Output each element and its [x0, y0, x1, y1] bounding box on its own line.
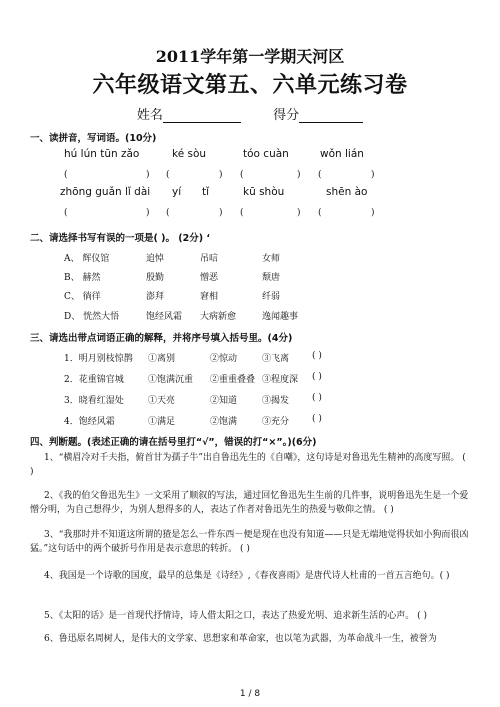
pinyin-4: wǒn lián	[320, 148, 364, 160]
option-b-word-4: 颓唐	[262, 273, 281, 283]
option-c-word-1: C、 徜徉	[64, 292, 101, 302]
answer-paren-close: )	[219, 170, 223, 180]
option-a-word-3: 吊唁	[200, 254, 219, 264]
option-c-word-4: 纤弱	[262, 292, 281, 302]
pinyin-8: kū shòu	[243, 186, 285, 198]
exam-title: 六年级语文第五、六单元练习卷	[92, 72, 408, 98]
score-blank[interactable]	[299, 110, 363, 123]
answer-paren-close: )	[219, 208, 223, 218]
answer-paren-close: )	[371, 170, 375, 180]
q3-4-choice-1: ①满足	[148, 417, 176, 427]
pinyin-6: yí	[172, 186, 182, 198]
option-d-word-2: 饱经风霜	[146, 312, 183, 322]
answer-paren-close: )	[297, 170, 301, 180]
option-c-word-2: 澎拜	[146, 292, 165, 302]
section-3-title: 三、请选出带点词语正确的解释，并将序号填入括号里。(4分)	[30, 333, 293, 344]
option-a-word-2: 追悼	[146, 254, 165, 264]
q3-2-choice-3: ③程度深	[262, 375, 299, 385]
answer-paren-open[interactable]: (	[240, 170, 244, 180]
judge-item-5: 5、《太阳的话》是一首现代抒情诗，诗人借太阳之口，表达了热爱光明、追求新生活的心声。 ( )	[44, 611, 427, 621]
judge-item-6: 6、鲁迅原名周树人，是伟大的文学家、思想家和革命家，也以笔为武器，为革命战斗一生，被誉为	[44, 634, 437, 644]
pinyin-5: zhōng guǎn lǐ dài	[60, 186, 151, 198]
option-b-word-2: 殷勤	[146, 273, 165, 283]
pinyin-1: hú lún tūn zǎo	[64, 148, 140, 160]
answer-paren-open[interactable]: (	[240, 208, 244, 218]
answer-paren-close: )	[371, 208, 375, 218]
score-label: 得分	[273, 108, 300, 123]
q3-2-answer-paren[interactable]: ( )	[312, 372, 322, 382]
answer-paren-open[interactable]: (	[166, 208, 170, 218]
answer-paren-close: )	[146, 170, 150, 180]
answer-paren-close: )	[297, 208, 301, 218]
q3-3-answer-paren[interactable]: ( )	[312, 393, 322, 403]
q3-4-choice-2: ②饱满	[210, 417, 238, 427]
q3-2-choice-1: ①饱满沉重	[148, 375, 194, 385]
option-c-word-3: 窘相	[200, 292, 219, 302]
q3-3-choice-1: ①天亮	[148, 396, 176, 406]
pinyin-2: ké sòu	[172, 148, 207, 160]
q3-3-choice-3: ③揭发	[262, 396, 290, 406]
judge-item-2: 2、《我的伯父鲁迅先生》一文采用了顺叙的写法，通过回忆鲁迅先生生前的几件事，说明鲁迅先生是一个爱憎分明，为自己想得少，为别人想得多的人，表达了作者对鲁迅先生的热爱与敬仰之情。 ( )	[30, 491, 469, 515]
option-d-word-4: 逸闻趣事	[262, 312, 299, 322]
q3-1-choice-3: ③飞离	[262, 354, 290, 364]
name-label: 姓名	[136, 108, 163, 123]
q3-1-choice-1: ①离别	[148, 354, 176, 364]
judge-item-1: 1、“横眉冷对千夫指，俯首甘为孺子牛”出自鲁迅先生的《自嘲》，这句诗是对鲁迅先生精神的高度写照。 ( )	[30, 453, 466, 477]
option-d-word-1: D、 恍然大悟	[64, 312, 120, 322]
pinyin-9: shēn ào	[326, 186, 368, 198]
option-b-word-3: 憎恶	[200, 273, 219, 283]
q3-1-choice-2: ②惊动	[210, 354, 238, 364]
q3-1-answer-paren[interactable]: ( )	[312, 351, 322, 361]
judge-item-3: 3、“我那时并不知道这所谓的猹是怎么一件东西－便是现在也没有知道——只是无端地觉得状如小狗而很凶猛。”这句话中的两个破折号作用是表示意思的转折。 ( )	[30, 530, 469, 554]
pinyin-7: tǐ	[202, 186, 210, 198]
section-4-title: 四、判断题。(表述正确的请在括号里打“√”，错误的打“×”。)(6分)	[30, 437, 317, 448]
option-d-word-3: 大病新愈	[200, 312, 237, 322]
q3-2-choice-2: ②重重叠叠	[210, 375, 256, 385]
section-2-title: 二、请选择书写有误的一项是( )。 (2分) ‘	[30, 233, 211, 244]
name-blank[interactable]	[163, 110, 241, 123]
q3-1-phrase: 1．明月别枝惊鹊	[64, 354, 133, 364]
answer-paren-close: )	[146, 208, 150, 218]
name-score-line	[0, 104, 500, 123]
page-number: 1 / 8	[239, 689, 261, 699]
answer-paren-open[interactable]: (	[64, 170, 68, 180]
answer-paren-open[interactable]: (	[318, 170, 322, 180]
q3-4-phrase: 4．饱经风霜	[64, 417, 115, 427]
answer-paren-open[interactable]: (	[64, 208, 68, 218]
q3-2-phrase: 2．花重锦官城	[64, 375, 124, 385]
option-a-word-1: A、 辉仪馆	[64, 254, 110, 264]
answer-paren-open[interactable]: (	[166, 170, 170, 180]
option-a-word-4: 女师	[262, 254, 281, 264]
q3-3-phrase: 3．晓看红湿处	[64, 396, 124, 406]
judge-item-4: 4、我国是一个诗歌的国度，最早的总集是《诗经》,《春夜喜雨》是唐代诗人杜甫的一首五言绝句。( )	[44, 571, 450, 581]
option-b-word-1: B、 赫然	[64, 273, 101, 283]
q3-4-answer-paren[interactable]: ( )	[312, 414, 322, 424]
section-1-title: 一、读拼音，写词语。(10分)	[30, 133, 157, 144]
school-term-title: 2011学年第一学期天河区	[155, 47, 345, 66]
q3-4-choice-3: ③充分	[262, 417, 290, 427]
answer-paren-open[interactable]: (	[318, 208, 322, 218]
pinyin-3: tóo cuàn	[243, 148, 289, 160]
q3-3-choice-2: ②知道	[210, 396, 238, 406]
